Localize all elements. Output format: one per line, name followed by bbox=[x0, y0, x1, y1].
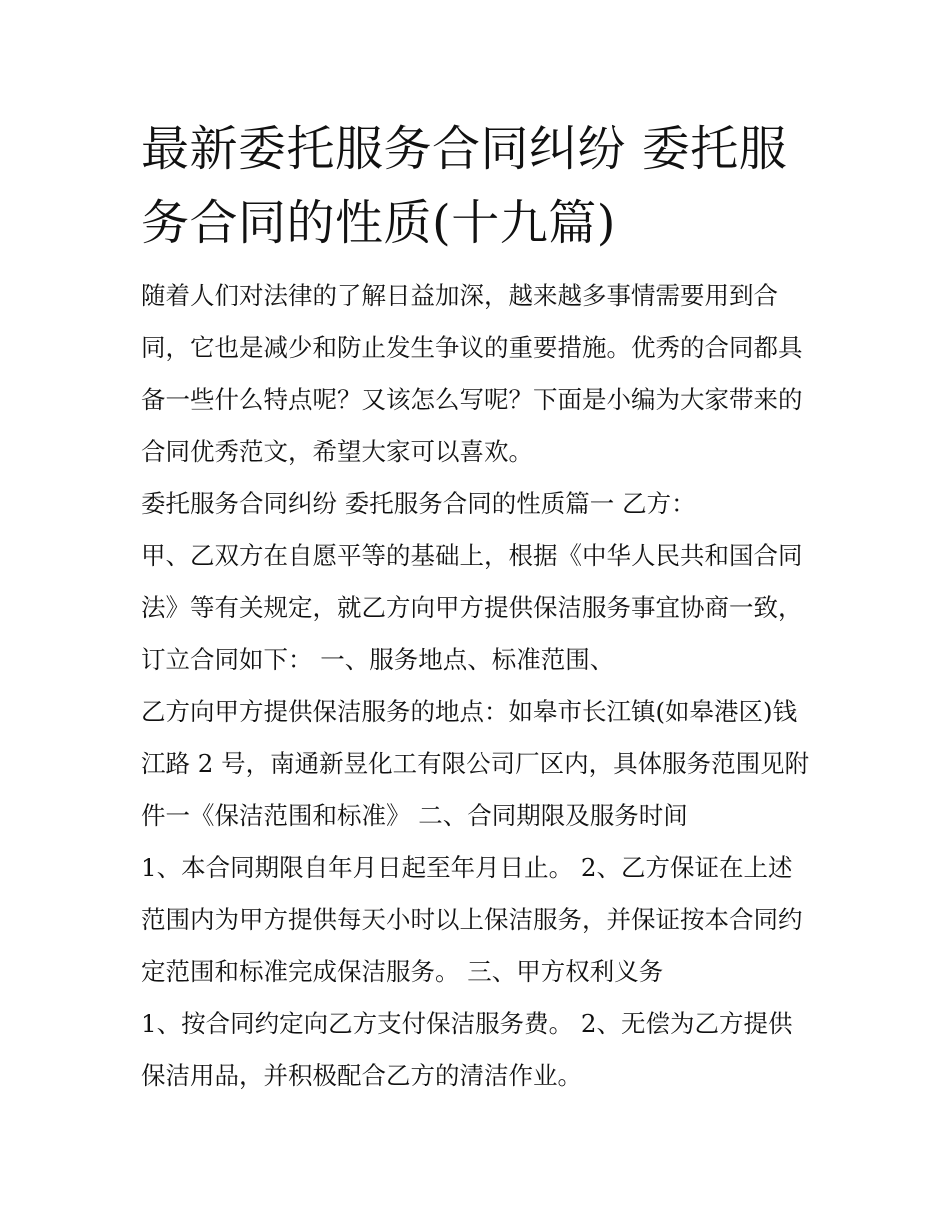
title-line: 务合同的性质(十九篇) bbox=[141, 195, 616, 251]
document-content bbox=[141, 112, 817, 1102]
body-line: 保洁用品，并积极配合乙方的清洁作业。 bbox=[141, 1061, 582, 1090]
title-line: 最新委托服务合同纠纷 委托服 bbox=[141, 121, 788, 177]
body-line: 同，它也是减少和防止发生争议的重要措施。优秀的合同都具 bbox=[141, 333, 803, 362]
body-line: 法》等有关规定，就乙方向甲方提供保洁服务事宜协商一致， bbox=[141, 593, 803, 622]
document-title bbox=[141, 112, 817, 260]
body-line: 件一《保洁范围和标准》 二、合同期限及服务时间 bbox=[141, 801, 688, 830]
body-line: 乙方向甲方提供保洁服务的地点：如皋市长江镇(如皋港区)钱 bbox=[141, 697, 798, 726]
body-line: 随着人们对法律的了解日益加深，越来越多事情需要用到合 bbox=[141, 281, 778, 310]
body-line: 合同优秀范文，希望大家可以喜欢。 bbox=[141, 437, 533, 466]
body-line: 甲、乙双方在自愿平等的基础上，根据《中华人民共和国合同 bbox=[141, 541, 803, 570]
document-body bbox=[141, 270, 817, 1102]
body-line: 1、本合同期限自年月日起至年月日止。 2、乙方保证在上述 bbox=[141, 853, 793, 882]
body-line: 江路 2 号，南通新昱化工有限公司厂区内，具体服务范围见附 bbox=[141, 749, 810, 778]
body-line: 订立合同如下： 一、服务地点、标准范围、 bbox=[141, 645, 615, 674]
section-heading-line: 委托服务合同纠纷 委托服务合同的性质篇一 乙方： bbox=[141, 489, 696, 518]
body-line: 1、按合同约定向乙方支付保洁服务费。 2、无偿为乙方提供 bbox=[141, 1009, 793, 1038]
body-line: 备一些什么特点呢？又该怎么写呢？下面是小编为大家带来的 bbox=[141, 385, 803, 414]
body-line: 定范围和标准完成保洁服务。 三、甲方权利义务 bbox=[141, 957, 664, 986]
body-line: 范围内为甲方提供每天小时以上保洁服务，并保证按本合同约 bbox=[141, 905, 803, 934]
